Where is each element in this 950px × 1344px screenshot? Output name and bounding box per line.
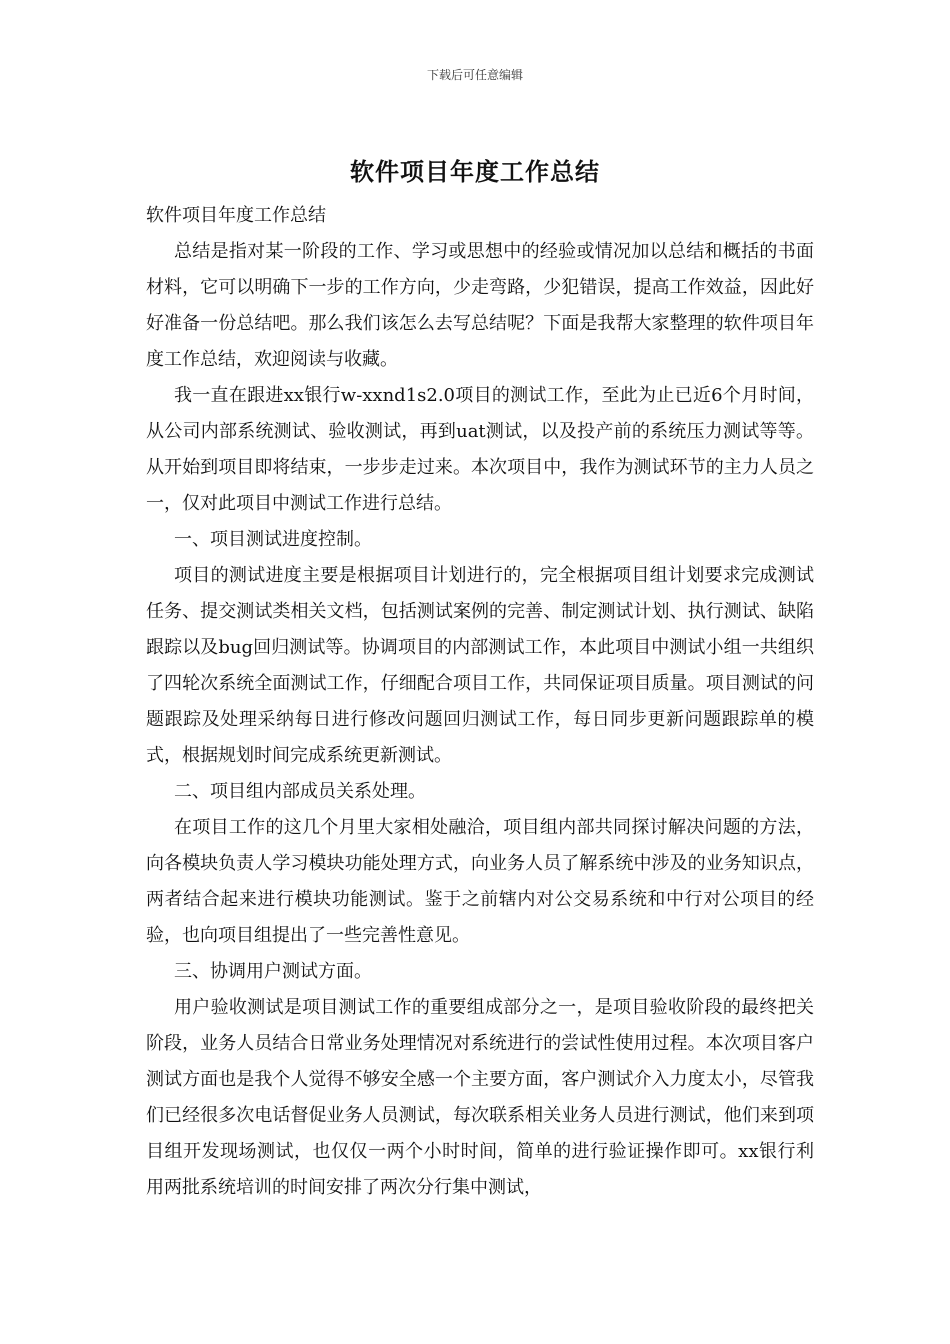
paragraph-section-2: 在项目工作的这几个月里大家相处融洽，项目组内部共同探讨解决问题的方法，向各模块负责人学习模块功能处理方式，向业务人员了解系统中涉及的业务知识点，两者结合起来进行模块功能测试。鉴于之前辖内对公交易系统和中行对公项目的经验，也向项目组提出了一些完善性意见。 (146, 817, 814, 946)
document-body (146, 198, 814, 1206)
section-heading-1: 一、项目测试进度控制。 (174, 529, 372, 550)
paragraph-subtitle: 软件项目年度工作总结 (146, 205, 326, 226)
paragraph-intro: 总结是指对某一阶段的工作、学习或思想中的经验或情况加以总结和概括的书面材料，它可以明确下一步的工作方向，少走弯路，少犯错误，提高工作效益，因此好好准备一份总结吧。那么我们该怎么去写总结呢？下面是我帮大家整理的软件项目年度工作总结，欢迎阅读与收藏。 (146, 241, 814, 370)
header-note: 下载后可任意编辑 (426, 68, 523, 82)
document-title: 软件项目年度工作总结 (350, 157, 600, 186)
paragraph-section-1: 项目的测试进度主要是根据项目计划进行的，完全根据项目组计划要求完成测试任务、提交测试类相关文档，包括测试案例的完善、制定测试计划、执行测试、缺陷跟踪以及bug回归测试等。协调项目的内部测试工作，本此项目中测试小组一共组织了四轮次系统全面测试工作，仔细配合项目工作，共同保证项目质量。项目测试的问题跟踪及处理采纳每日进行修改问题回归测试工作，每日同步更新问题跟踪单的模式，根据规划时间完成系统更新测试。 (146, 565, 814, 766)
section-heading-2: 二、项目组内部成员关系处理。 (174, 781, 426, 802)
section-heading-3: 三、协调用户测试方面。 (174, 961, 372, 982)
paragraph-background: 我一直在跟进xx银行w-xxnd1s2.0项目的测试工作，至此为止已近6个月时间，从公司内部系统测试、验收测试，再到uat测试，以及投产前的系统压力测试等等。从开始到项目即将结束，一步步走过来。本次项目中，我作为测试环节的主力人员之一，仅对此项目中测试工作进行总结。 (146, 385, 814, 514)
paragraph-section-3: 用户验收测试是项目测试工作的重要组成部分之一，是项目验收阶段的最终把关阶段，业务人员结合日常业务处理情况对系统进行的尝试性使用过程。本次项目客户测试方面也是我个人觉得不够安全感一个主要方面，客户测试介入力度太小，尽管我们已经很多次电话督促业务人员测试，每次联系相关业务人员进行测试，他们来到项目组开发现场测试，也仅仅一两个小时时间，简单的进行验证操作即可。xx银行利用两批系统培训的时间安排了两次分行集中测试， (146, 997, 814, 1198)
